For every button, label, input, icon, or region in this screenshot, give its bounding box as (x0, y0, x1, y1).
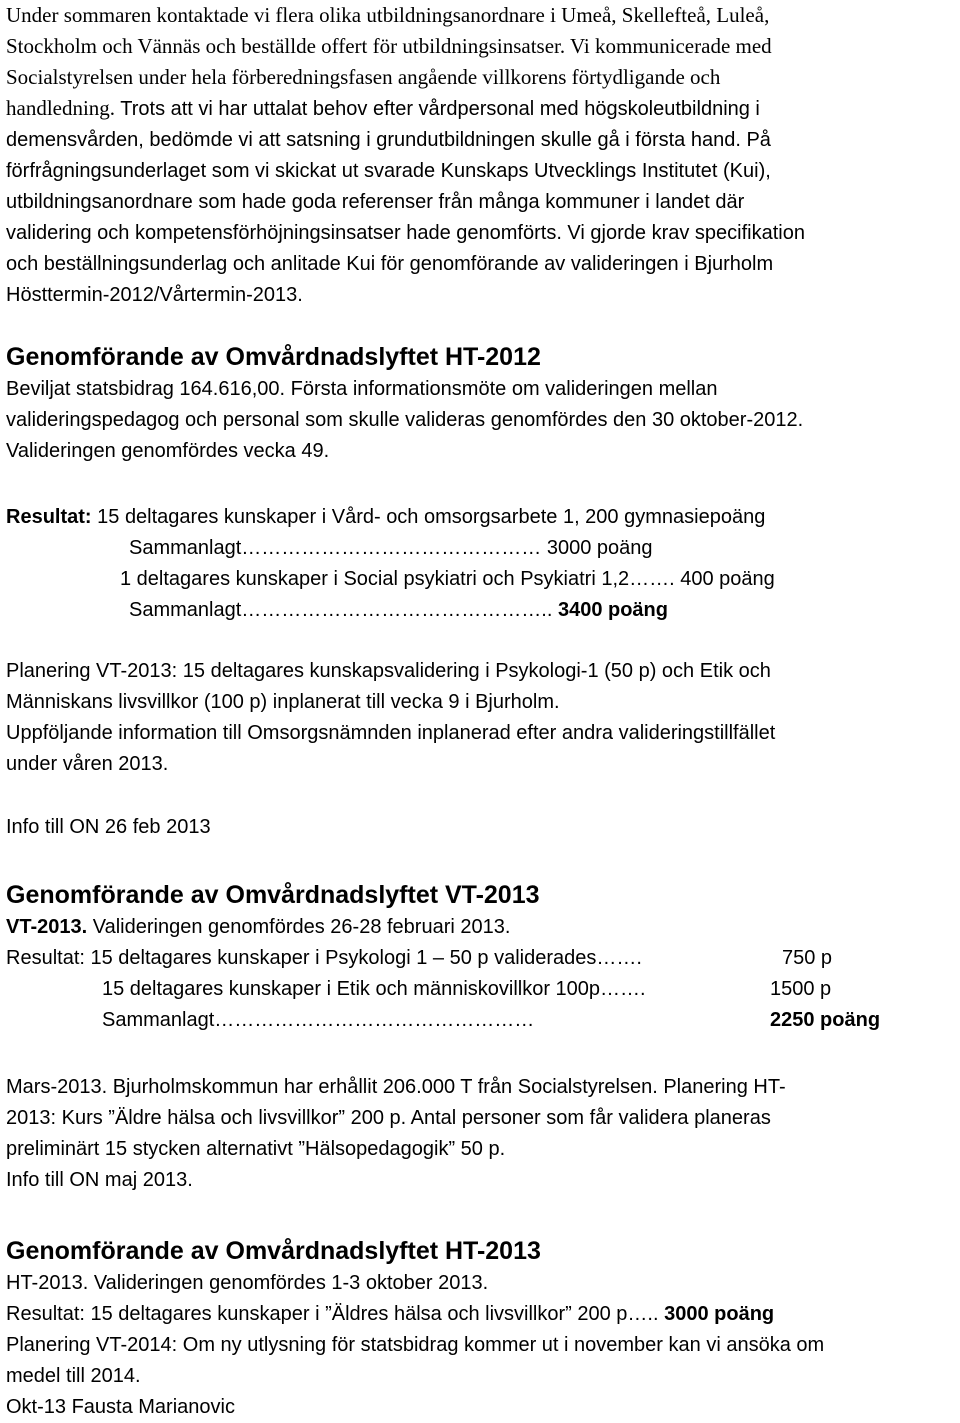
intro-text: Trots att vi har uttalat behov efter vårdpersonal med högskoleutbildning i (115, 98, 760, 120)
text-line: HT-2013. Valideringen genomfördes 1-3 oktober 2013. (6, 1272, 489, 1294)
sum-text: Sammanlagt………………………………………… (102, 1009, 535, 1031)
sum-value: 2250 poäng (770, 1009, 881, 1031)
text-line: Uppföljande information till Omsorgsnämnden inplanerad efter andra valideringstillfället (6, 722, 776, 744)
text-line: Planering VT-2014: Om ny utlysning för statsbidrag kommer ut i november kan vi ansöka om (6, 1334, 825, 1356)
sum-value: 3400 poäng (552, 599, 668, 621)
intro-line: Socialstyrelsen under hela förberedningsfasen angående villkorens förtydligande och (6, 65, 721, 89)
intro-line: Under sommaren kontaktade vi flera olika utbildningsanordnare i Umeå, Skellefteå, Luleå, (6, 3, 770, 27)
text-line: Beviljat statsbidrag 164.616,00. Första informationsmöte om valideringen mellan (6, 378, 718, 400)
info-text: Info till ON maj 2013. (6, 1169, 193, 1191)
text-line (6, 912, 646, 943)
vt-text: Valideringen genomfördes 26-28 februari 2013. (87, 916, 511, 938)
section-ht2012 (6, 340, 803, 467)
result-row: 1 deltagares kunskaper i Social psykiatri och Psykiatri 1,2……. 400 poäng (120, 568, 775, 590)
result-row (6, 1299, 824, 1330)
text-line: preliminärt 15 stycken alternativt ”Hälsopedagogik” 50 p. (6, 1138, 506, 1160)
section-heading: Genomförande av Omvårdnadslyftet HT-2012 (6, 343, 541, 371)
text-line: under våren 2013. (6, 753, 169, 775)
section-ht2013 (6, 1234, 824, 1423)
result-label: Resultat: (6, 506, 92, 528)
result-value: 3000 poäng (658, 1303, 775, 1325)
intro-line: Hösttermin-2012/Vårtermin-2013. (6, 284, 303, 306)
result-text: Resultat: 15 deltagares kunskaper i ”Äldres hälsa och livsvillkor” 200 p….. (6, 1303, 659, 1325)
result-row (6, 943, 833, 974)
intro-line: demensvården, bedömde vi att satsning i grundutbildningen skulle gå i första hand. På (6, 129, 771, 151)
intro-line (6, 93, 805, 125)
intro-paragraph (6, 0, 805, 311)
result-amount: 750 p (782, 947, 833, 969)
section-heading: Genomförande av Omvårdnadslyftet VT-2013 (6, 881, 540, 909)
result-row (6, 974, 832, 1005)
sum-row (6, 1005, 881, 1036)
info-line (6, 812, 211, 843)
text-line: medel till 2014. (6, 1365, 141, 1387)
planning-block (6, 656, 775, 780)
sum-row: Sammanlagt……………………………………… 3000 poäng (129, 537, 653, 559)
sum-row (6, 595, 775, 626)
text-line: Valideringen genomfördes vecka 49. (6, 440, 330, 462)
result-row (6, 502, 775, 533)
intro-text: handledning. (6, 96, 116, 120)
result-text: 15 deltagares kunskaper i Etik och människovillkor 100p……. (102, 978, 646, 1000)
text-line: Planering VT-2013: 15 deltagares kunskapsvalidering i Psykologi-1 (50 p) och Etik och (6, 660, 771, 682)
intro-line: validering och kompetensförhöjningsinsatser hade genomförts. Vi gjorde krav specifikation (6, 222, 805, 244)
mars-block (6, 1072, 786, 1196)
section-vt2013 (6, 878, 881, 1036)
intro-line: och beställningsunderlag och anlitade Kui för genomförande av valideringen i Bjurholm (6, 253, 774, 275)
info-text: Info till ON 26 feb 2013 (6, 816, 211, 838)
intro-line: utbildningsanordnare som hade goda referenser från många kommuner i landet där (6, 191, 745, 213)
text-line: Människans livsvillkor (100 p) inplanerat till vecka 9 i Bjurholm. (6, 691, 560, 713)
text-line: Mars-2013. Bjurholmskommun har erhållit 206.000 T från Socialstyrelsen. Planering HT- (6, 1076, 786, 1098)
result-text: Resultat: 15 deltagares kunskaper i Psykologi 1 – 50 p validerades……. (6, 947, 642, 969)
section-heading: Genomförande av Omvårdnadslyftet HT-2013 (6, 1237, 541, 1265)
result-block-ht2012 (6, 502, 775, 626)
result-text: 15 deltagares kunskaper i Vård- och omsorgsarbete 1, 200 gymnasiepoäng (91, 506, 766, 528)
intro-line: förfrågningsunderlaget som vi skickat ut svarade Kunskaps Utvecklings Institutet (Kui), (6, 160, 771, 182)
signature: Okt-13 Fausta Marianovic (6, 1396, 235, 1418)
sum-text: Sammanlagt……………………………………….. (129, 599, 553, 621)
text-line: 2013: Kurs ”Äldre hälsa och livsvillkor” 200 p. Antal personer som får validera planeras (6, 1107, 771, 1129)
text-line: valideringspedagog och personal som skulle valideras genomfördes den 30 oktober-2012. (6, 409, 804, 431)
result-amount: 1500 p (770, 978, 832, 1000)
intro-line: Stockholm och Vännäs och beställde offert för utbildningsinsatser. Vi kommunicerade med (6, 34, 772, 58)
vt-label: VT-2013. (6, 916, 88, 938)
